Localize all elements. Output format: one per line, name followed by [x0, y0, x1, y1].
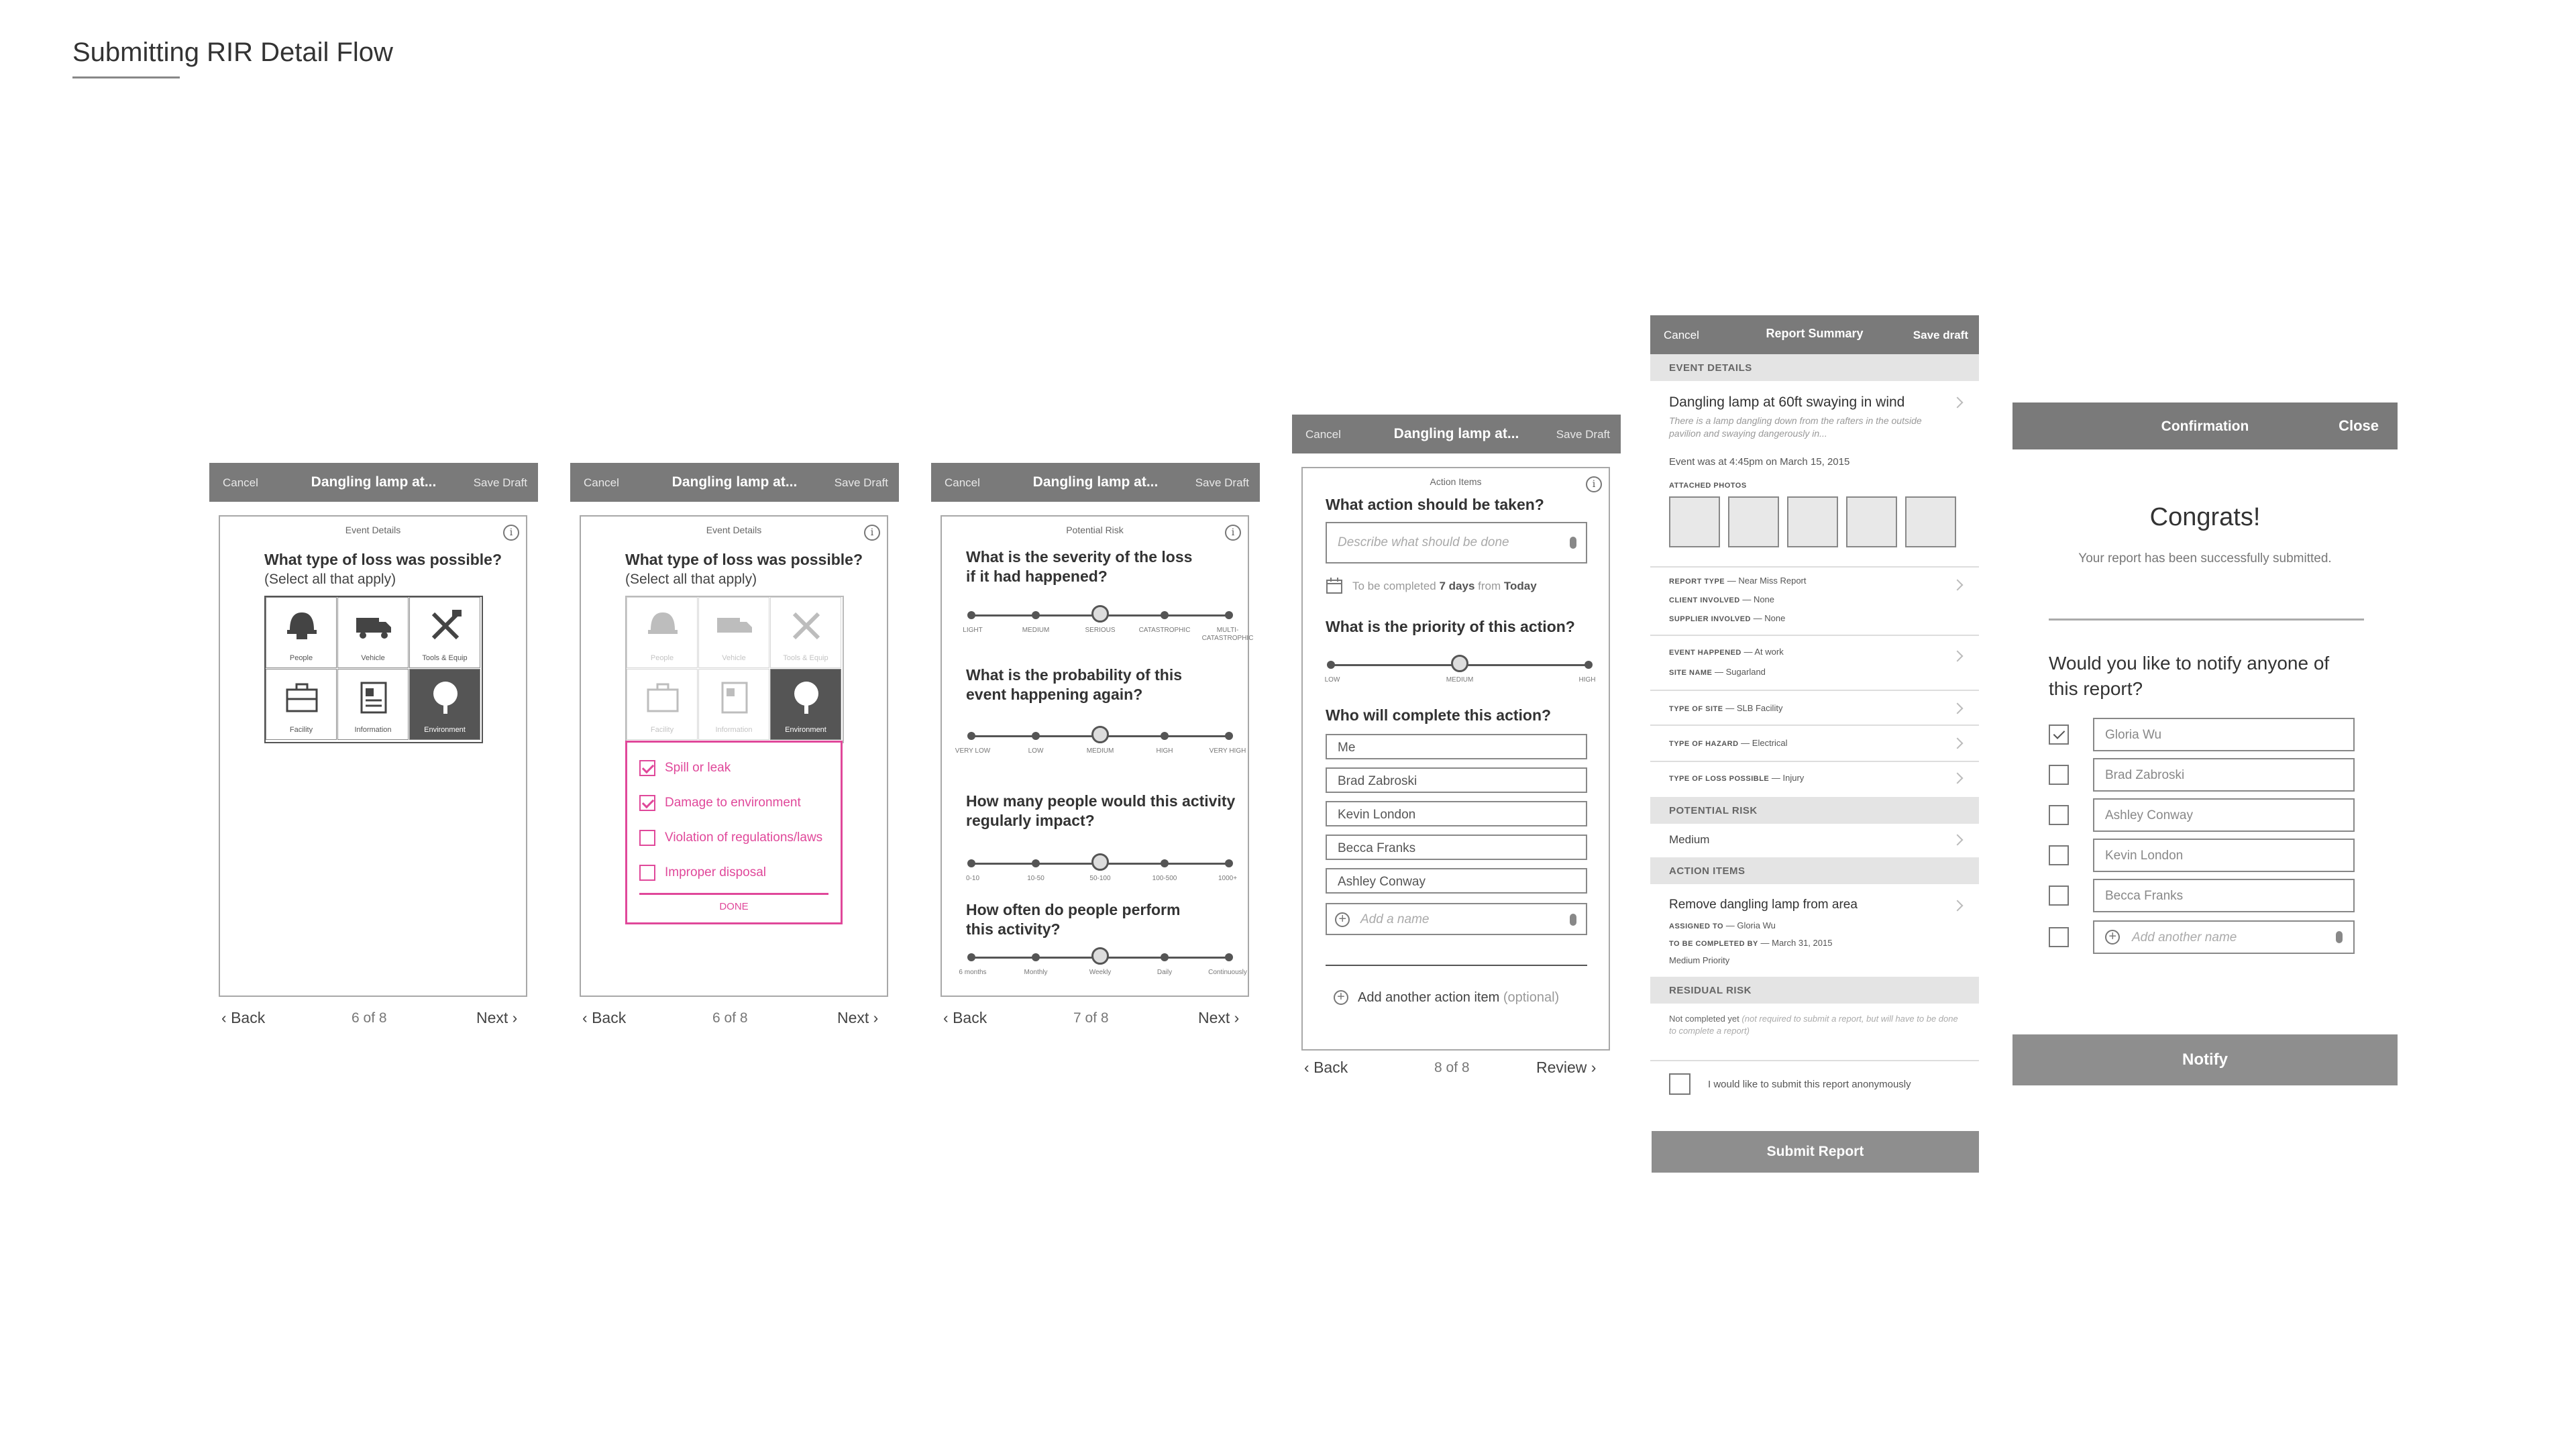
- bar-title: Dangling lamp at...: [311, 474, 437, 490]
- event-description: There is a lamp dangling down from the rafters in the outside pavilion and swaying dangerously in...: [1669, 415, 1922, 439]
- tile-label: Facility: [289, 726, 313, 734]
- helmet-icon: [644, 607, 682, 645]
- add-action-link[interactable]: Add another action item (optional): [1358, 990, 1560, 1005]
- assignee-field[interactable]: Ashley Conway: [1326, 868, 1587, 894]
- slider-stop[interactable]: [967, 611, 975, 619]
- add-icon: +: [2105, 930, 2120, 945]
- cancel-button[interactable]: Cancel: [1305, 428, 1341, 441]
- save-draft-button[interactable]: Save Draft: [1195, 476, 1249, 489]
- content-card: [219, 515, 527, 997]
- tools-icon: [788, 607, 825, 645]
- tree-icon: [427, 679, 464, 716]
- assignee-field[interactable]: Becca Franks: [1326, 835, 1587, 860]
- section-residual-risk: RESIDUAL RISK: [1650, 977, 1979, 1004]
- top-bar: [1650, 315, 1979, 354]
- slider-stop[interactable]: [1161, 953, 1169, 961]
- slider-stop[interactable]: [1032, 732, 1040, 740]
- tile-label: People: [289, 654, 313, 662]
- slider-stop[interactable]: [1225, 732, 1233, 740]
- question: What type of loss was possible?: [264, 551, 502, 568]
- bar-title: Dangling lamp at...: [1393, 426, 1519, 441]
- checkbox[interactable]: [639, 760, 655, 776]
- option-label: Improper disposal: [665, 865, 767, 879]
- slider-stop[interactable]: [1225, 611, 1233, 619]
- content-card: [941, 515, 1254, 997]
- tile-label: Environment: [424, 726, 466, 734]
- bar-title: Dangling lamp at...: [1032, 474, 1159, 490]
- notify-button[interactable]: Notify: [2012, 1034, 2398, 1085]
- notify-checkbox[interactable]: [2049, 724, 2069, 745]
- tile-facility[interactable]: [627, 669, 698, 740]
- title-underline: [72, 76, 180, 78]
- slider-label: HIGH: [1156, 747, 1173, 755]
- top-bar: [931, 463, 1260, 502]
- slider-label: Daily: [1157, 969, 1173, 976]
- info-icon[interactable]: i: [503, 525, 519, 541]
- back-button[interactable]: ‹ Back: [1304, 1059, 1348, 1076]
- chevron-right-icon: [1952, 738, 1964, 749]
- top-bar: [1292, 415, 1621, 453]
- helmet-icon: [283, 607, 321, 645]
- impact-slider[interactable]: [965, 852, 1238, 892]
- slider-stop[interactable]: [967, 732, 975, 740]
- briefcase-icon: [283, 679, 321, 716]
- tile-label: Environment: [785, 726, 826, 734]
- tree-icon: [788, 679, 825, 716]
- truck-icon: [355, 607, 392, 645]
- tile-vehicle[interactable]: [698, 597, 769, 668]
- tile-label: Facility: [650, 726, 674, 734]
- slider-knob[interactable]: [1091, 853, 1109, 871]
- assignee-field[interactable]: Kevin London: [1326, 801, 1587, 826]
- event-time: Event was at 4:45pm on March 15, 2015: [1669, 456, 1850, 468]
- option-label: Violation of regulations/laws: [665, 830, 823, 845]
- action-title[interactable]: Remove dangling lamp from area: [1669, 898, 1858, 912]
- slider-stop[interactable]: [967, 859, 975, 867]
- notify-checkbox[interactable]: [2049, 805, 2069, 825]
- tile-label: Tools & Equip: [783, 654, 828, 662]
- tile-tools[interactable]: [770, 597, 841, 668]
- divider: [1650, 724, 1979, 726]
- slider-label: MULTI-CATASTROPHIC: [1201, 627, 1254, 642]
- next-button[interactable]: Next ›: [1198, 1009, 1240, 1026]
- supplier-row: SUPPLIER INVOLVED — None: [1669, 613, 1786, 623]
- tile-people[interactable]: [266, 597, 337, 668]
- add-action-icon[interactable]: +: [1334, 990, 1348, 1005]
- step-count: 7 of 8: [1073, 1010, 1109, 1026]
- probability-slider[interactable]: [955, 724, 1246, 765]
- content-card: [580, 515, 888, 997]
- option-label: Spill or leak: [665, 761, 731, 775]
- tile-people[interactable]: [627, 597, 698, 668]
- checkbox[interactable]: [639, 830, 655, 846]
- section-event-details: EVENT DETAILS: [1650, 354, 1979, 381]
- close-button[interactable]: Close: [2339, 417, 2379, 434]
- subtext: (Select all that apply): [625, 572, 757, 587]
- action-question: What action should be taken?: [1326, 496, 1544, 513]
- assigned-row: ASSIGNED TO — Gloria Wu: [1669, 920, 1776, 930]
- tile-label: People: [650, 654, 674, 662]
- environment-options-panel: [625, 741, 843, 924]
- tile-information[interactable]: [337, 669, 409, 740]
- anonymous-checkbox[interactable]: [1669, 1073, 1690, 1095]
- back-button[interactable]: ‹ Back: [943, 1009, 987, 1026]
- loss-row[interactable]: TYPE OF LOSS POSSIBLE — Injury: [1669, 773, 1805, 783]
- chevron-right-icon: [1952, 397, 1964, 409]
- question: What type of loss was possible?: [625, 551, 863, 568]
- document-icon: [716, 679, 753, 716]
- save-draft-button[interactable]: Save Draft: [834, 476, 888, 489]
- chevron-right-icon: [1952, 580, 1964, 591]
- attached-photos-label: ATTACHED PHOTOS: [1669, 482, 1747, 490]
- priority-text: Medium Priority: [1669, 955, 1730, 965]
- info-icon[interactable]: i: [1225, 525, 1241, 541]
- severity-slider[interactable]: [963, 604, 1254, 644]
- content-card: [1301, 467, 1610, 1051]
- next-button[interactable]: Next ›: [476, 1009, 518, 1026]
- divider: [1326, 965, 1587, 966]
- assignee-question: Who will complete this action?: [1326, 706, 1552, 724]
- truck-icon: [716, 607, 753, 645]
- notify-person-field[interactable]: Brad Zabroski: [2093, 758, 2355, 792]
- tile-environment[interactable]: [770, 669, 841, 740]
- slider-stop[interactable]: [967, 953, 975, 961]
- next-button[interactable]: Next ›: [837, 1009, 879, 1026]
- save-draft-button[interactable]: Save Draft: [1556, 428, 1610, 441]
- event-title[interactable]: Dangling lamp at 60ft swaying in wind: [1669, 394, 1905, 410]
- microphone-icon[interactable]: [1570, 914, 1576, 926]
- slider-label: LOW: [1028, 747, 1044, 755]
- info-icon[interactable]: i: [1586, 476, 1602, 492]
- divider: [1650, 1060, 1979, 1061]
- slider-label: MEDIUM: [1446, 676, 1474, 684]
- tile-information[interactable]: [698, 669, 769, 740]
- notify-person-field[interactable]: Ashley Conway: [2093, 798, 2355, 832]
- residual-text[interactable]: Not completed yet (not required to submit a report, but will have to be done to complete a report): [1669, 1014, 1958, 1036]
- bar-title: Report Summary: [1766, 327, 1864, 340]
- section-header: Event Details: [345, 525, 401, 535]
- priority-slider[interactable]: [1326, 653, 1594, 694]
- chevron-right-icon: [1952, 703, 1964, 714]
- event-happened-row[interactable]: EVENT HAPPENED — At work: [1669, 647, 1784, 657]
- slider-label: VERY LOW: [955, 747, 991, 755]
- cancel-button[interactable]: Cancel: [584, 476, 619, 489]
- bar-title: Dangling lamp at...: [672, 474, 798, 490]
- calendar-icon[interactable]: [1326, 577, 1343, 594]
- site-name-row: SITE NAME — Sugarland: [1669, 667, 1766, 677]
- slider-label: 10-50: [1027, 875, 1044, 882]
- top-bar: [209, 463, 538, 502]
- cancel-button[interactable]: Cancel: [1664, 329, 1699, 341]
- risk-value[interactable]: Medium: [1669, 833, 1710, 846]
- frequency-question: How often do people perform this activity?: [966, 901, 1181, 938]
- tile-vehicle[interactable]: [337, 597, 409, 668]
- slider-stop[interactable]: [1032, 859, 1040, 867]
- save-draft-button[interactable]: Save Draft: [473, 476, 527, 489]
- photo-thumbnail[interactable]: [1905, 496, 1956, 547]
- tile-label: Vehicle: [722, 654, 746, 662]
- top-bar: [570, 463, 899, 502]
- slider-label: VERY HIGH: [1209, 747, 1246, 755]
- section-header: Event Details: [706, 525, 762, 535]
- assignee-me[interactable]: Me: [1326, 734, 1587, 759]
- screen-event-details-options: [570, 463, 899, 1060]
- tile-label: Information: [354, 726, 392, 734]
- chevron-right-icon: [1952, 773, 1964, 784]
- anonymous-label: I would like to submit this report anonymously: [1708, 1079, 1911, 1090]
- slider-label: 6 months: [959, 969, 987, 976]
- impact-question: How many people would this activity regularly impact?: [966, 792, 1236, 829]
- notify-checkbox[interactable]: [2049, 845, 2069, 865]
- slider-knob[interactable]: [1091, 947, 1109, 965]
- document-icon: [355, 679, 392, 716]
- slider-label: CATASTROPHIC: [1138, 627, 1191, 634]
- slider-label: Monthly: [1024, 969, 1048, 976]
- slider-knob[interactable]: [1451, 655, 1468, 672]
- slider-label: HIGH: [1578, 676, 1596, 684]
- save-draft-button[interactable]: Save draft: [1913, 329, 1968, 341]
- divider: [1650, 635, 1979, 636]
- submitted-message: Your report has been successfully submitted.: [2078, 551, 2332, 566]
- tile-label: Information: [715, 726, 753, 734]
- slider-label: MEDIUM: [1022, 627, 1050, 634]
- step-count: 6 of 8: [352, 1010, 387, 1026]
- slider-stop[interactable]: [1327, 661, 1335, 669]
- section-header: Action Items: [1430, 476, 1482, 487]
- loss-type-grid: [625, 596, 844, 743]
- congrats-heading: Congrats!: [2149, 503, 2261, 531]
- slider-stop[interactable]: [1585, 661, 1593, 669]
- slider-stop[interactable]: [1161, 611, 1169, 619]
- photo-thumbnail[interactable]: [1669, 496, 1720, 547]
- slider-label: 50-100: [1089, 875, 1111, 882]
- tile-facility[interactable]: [266, 669, 337, 740]
- photo-thumbnail[interactable]: [1846, 496, 1897, 547]
- divider: [639, 893, 828, 895]
- subtext: (Select all that apply): [264, 572, 396, 587]
- slider-label: Continuously: [1208, 969, 1247, 976]
- slider-label: 1000+: [1218, 875, 1238, 882]
- slider-stop[interactable]: [1161, 859, 1169, 867]
- add-name-input[interactable]: + Add a name: [1326, 903, 1587, 935]
- bar-title: Confirmation: [2161, 419, 2249, 434]
- notify-checkbox[interactable]: [2049, 765, 2069, 785]
- add-icon: +: [1335, 912, 1350, 927]
- slider-label: SERIOUS: [1085, 627, 1116, 634]
- client-row: CLIENT INVOLVED — None: [1669, 594, 1775, 604]
- tools-icon: [427, 607, 464, 645]
- tile-environment[interactable]: [409, 669, 480, 740]
- site-type-row[interactable]: TYPE OF SITE — SLB Facility: [1669, 703, 1783, 713]
- screen-event-details-grid: [209, 463, 538, 1060]
- assignee-field[interactable]: Brad Zabroski: [1326, 767, 1587, 793]
- photo-thumbnail[interactable]: [1787, 496, 1838, 547]
- notify-question: Would you like to notify anyone of this report?: [2049, 653, 2330, 699]
- microphone-icon[interactable]: [2336, 931, 2343, 943]
- severity-question: What is the severity of the loss if it had happened?: [966, 548, 1193, 585]
- divider: [2049, 619, 2364, 621]
- step-count: 6 of 8: [712, 1010, 748, 1026]
- slider-knob[interactable]: [1091, 605, 1109, 623]
- slider-stop[interactable]: [1032, 611, 1040, 619]
- slider-stop[interactable]: [1032, 953, 1040, 961]
- step-count: 8 of 8: [1434, 1060, 1470, 1075]
- notify-person-field[interactable]: Gloria Wu: [2093, 718, 2355, 751]
- slider-label: 100-500: [1152, 875, 1177, 882]
- divider: [1650, 566, 1979, 568]
- slider-label: MEDIUM: [1086, 747, 1114, 755]
- notify-checkbox[interactable]: [2049, 927, 2069, 947]
- back-button[interactable]: ‹ Back: [221, 1009, 266, 1026]
- back-button[interactable]: ‹ Back: [582, 1009, 627, 1026]
- divider: [1650, 761, 1979, 762]
- tile-label: Vehicle: [361, 654, 385, 662]
- completed-by-row: TO BE COMPLETED BY — March 31, 2015: [1669, 938, 1833, 948]
- checkbox[interactable]: [639, 865, 655, 881]
- option-label: Damage to environment: [665, 796, 801, 810]
- info-icon[interactable]: i: [864, 525, 880, 541]
- slider-label: LIGHT: [963, 627, 983, 634]
- notify-person-field[interactable]: Becca Franks: [2093, 879, 2355, 912]
- slider-stop[interactable]: [1225, 953, 1233, 961]
- slider-stop[interactable]: [1225, 859, 1233, 867]
- chevron-right-icon: [1952, 835, 1964, 846]
- slider-label: LOW: [1324, 676, 1340, 684]
- screen-action-items: [1292, 415, 1621, 1085]
- hazard-row[interactable]: TYPE OF HAZARD — Electrical: [1669, 738, 1788, 748]
- chevron-right-icon: [1952, 900, 1964, 912]
- slider-knob[interactable]: [1091, 726, 1109, 743]
- slider-label: 0-10: [965, 875, 979, 882]
- review-button[interactable]: Review ›: [1536, 1059, 1597, 1076]
- screen-confirmation: [2012, 402, 2398, 1093]
- screen-report-summary: [1650, 315, 1979, 1181]
- notify-checkbox[interactable]: [2049, 885, 2069, 906]
- tile-label: Tools & Equip: [422, 654, 468, 662]
- done-button[interactable]: DONE: [719, 901, 749, 912]
- submit-report-button[interactable]: Submit Report: [1652, 1131, 1979, 1173]
- priority-question: What is the priority of this action?: [1326, 618, 1575, 635]
- screen-potential-risk: [931, 463, 1260, 1060]
- report-type-row[interactable]: REPORT TYPE — Near Miss Report: [1669, 576, 1807, 586]
- cancel-button[interactable]: Cancel: [945, 476, 980, 489]
- add-another-name-input[interactable]: + Add another name: [2093, 920, 2355, 954]
- slider-label: Weekly: [1089, 969, 1112, 976]
- due-date-text[interactable]: To be completed 7 days from Today: [1352, 580, 1537, 592]
- top-bar: [2012, 402, 2398, 449]
- loss-type-grid: [264, 596, 483, 743]
- microphone-icon[interactable]: [1570, 537, 1576, 549]
- chevron-right-icon: [1952, 651, 1964, 662]
- photo-thumbnail[interactable]: [1728, 496, 1779, 547]
- probability-question: What is the probability of this event happening again?: [966, 666, 1182, 703]
- slider-stop[interactable]: [1161, 732, 1169, 740]
- describe-action-input[interactable]: Describe what should be done: [1326, 522, 1587, 564]
- checkbox[interactable]: [639, 795, 655, 811]
- frequency-slider[interactable]: [959, 946, 1247, 986]
- section-header: Potential Risk: [1066, 525, 1124, 535]
- notify-person-field[interactable]: Kevin London: [2093, 839, 2355, 872]
- tile-tools[interactable]: [409, 597, 480, 668]
- page-title: Submitting RIR Detail Flow: [72, 38, 393, 67]
- briefcase-icon: [644, 679, 682, 716]
- cancel-button[interactable]: Cancel: [223, 476, 258, 489]
- divider: [1650, 690, 1979, 691]
- section-potential-risk: POTENTIAL RISK: [1650, 797, 1979, 824]
- section-action-items: ACTION ITEMS: [1650, 857, 1979, 884]
